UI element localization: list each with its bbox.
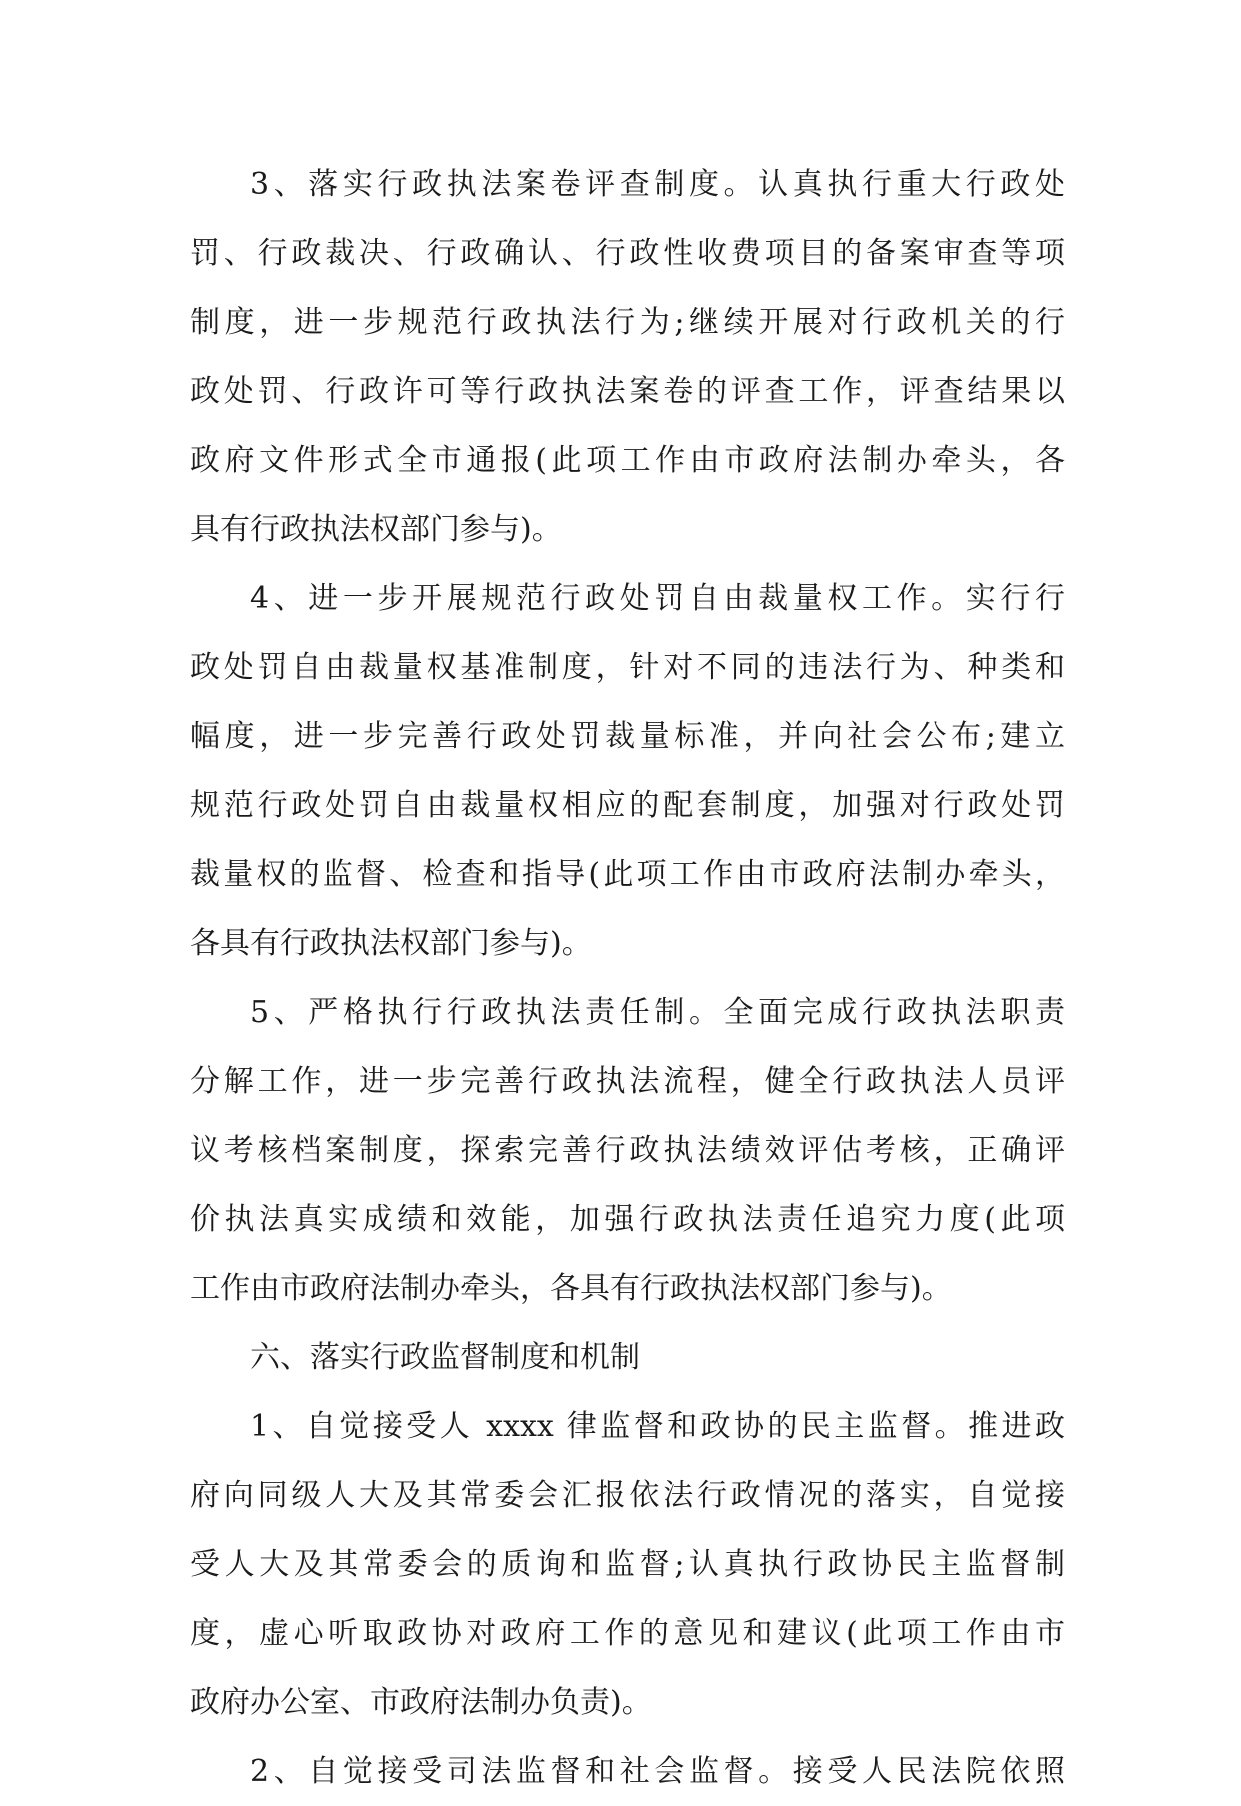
paragraph-5-line-4: 价执法真实成绩和效能，加强行政执法责任追究力度(此项 [190, 1202, 1065, 1237]
paragraph-5-line-2: 分解工作，进一步完善行政执法流程，健全行政执法人员评 [190, 1064, 1065, 1099]
paragraph-3-line-5: 政府文件形式全市通报(此项工作由市政府法制办牵头，各 [190, 443, 1065, 478]
document-body [190, 150, 1065, 1806]
paragraph-6-1-line-3: 受人大及其常委会的质询和监督;认真执行政协民主监督制 [190, 1547, 1065, 1582]
paragraph-6-1-line-4: 度，虚心听取政协对政府工作的意见和建议(此项工作由市 [190, 1616, 1065, 1651]
paragraph-4-line-1: 4、进一步开展规范行政处罚自由裁量权工作。实行行 [250, 581, 1065, 616]
paragraph-5-line-1: 5、严格执行行政执法责任制。全面完成行政执法职责 [250, 995, 1065, 1030]
paragraph-3-line-6: 具有行政执法权部门参与)。 [190, 512, 562, 547]
paragraph-4-line-6: 各具有行政执法权部门参与)。 [190, 926, 592, 961]
paragraph-3-line-3: 制度，进一步规范行政执法行为;继续开展对行政机关的行 [190, 305, 1065, 340]
paragraph-5-line-5: 工作由市政府法制办牵头，各具有行政执法权部门参与)。 [190, 1271, 952, 1306]
section-heading-6: 六、落实行政监督制度和机制 [250, 1340, 640, 1375]
paragraph-6-2-line-1: 2、自觉接受司法监督和社会监督。接受人民法院依照 [250, 1754, 1065, 1789]
paragraph-3-line-4: 政处罚、行政许可等行政执法案卷的评查工作，评查结果以 [190, 374, 1065, 409]
paragraph-6-1-line-1: 1、自觉接受人 xxxx 律监督和政协的民主监督。推进政 [250, 1409, 1065, 1444]
paragraph-4-line-2: 政处罚自由裁量权基准制度，针对不同的违法行为、种类和 [190, 650, 1065, 685]
paragraph-3-line-1: 3、落实行政执法案卷评查制度。认真执行重大行政处 [250, 167, 1065, 202]
paragraph-4-line-3: 幅度，进一步完善行政处罚裁量标准，并向社会公布;建立 [190, 719, 1065, 754]
paragraph-4-line-4: 规范行政处罚自由裁量权相应的配套制度，加强对行政处罚 [190, 788, 1065, 823]
paragraph-4-line-5: 裁量权的监督、检查和指导(此项工作由市政府法制办牵头， [190, 857, 1065, 892]
paragraph-6-1-line-5: 政府办公室、市政府法制办负责)。 [190, 1685, 652, 1720]
paragraph-5-line-3: 议考核档案制度，探索完善行政执法绩效评估考核，正确评 [190, 1133, 1065, 1168]
paragraph-6-1-line-2: 府向同级人大及其常委会汇报依法行政情况的落实，自觉接 [190, 1478, 1065, 1513]
paragraph-3-line-2: 罚、行政裁决、行政确认、行政性收费项目的备案审查等项 [190, 236, 1065, 271]
